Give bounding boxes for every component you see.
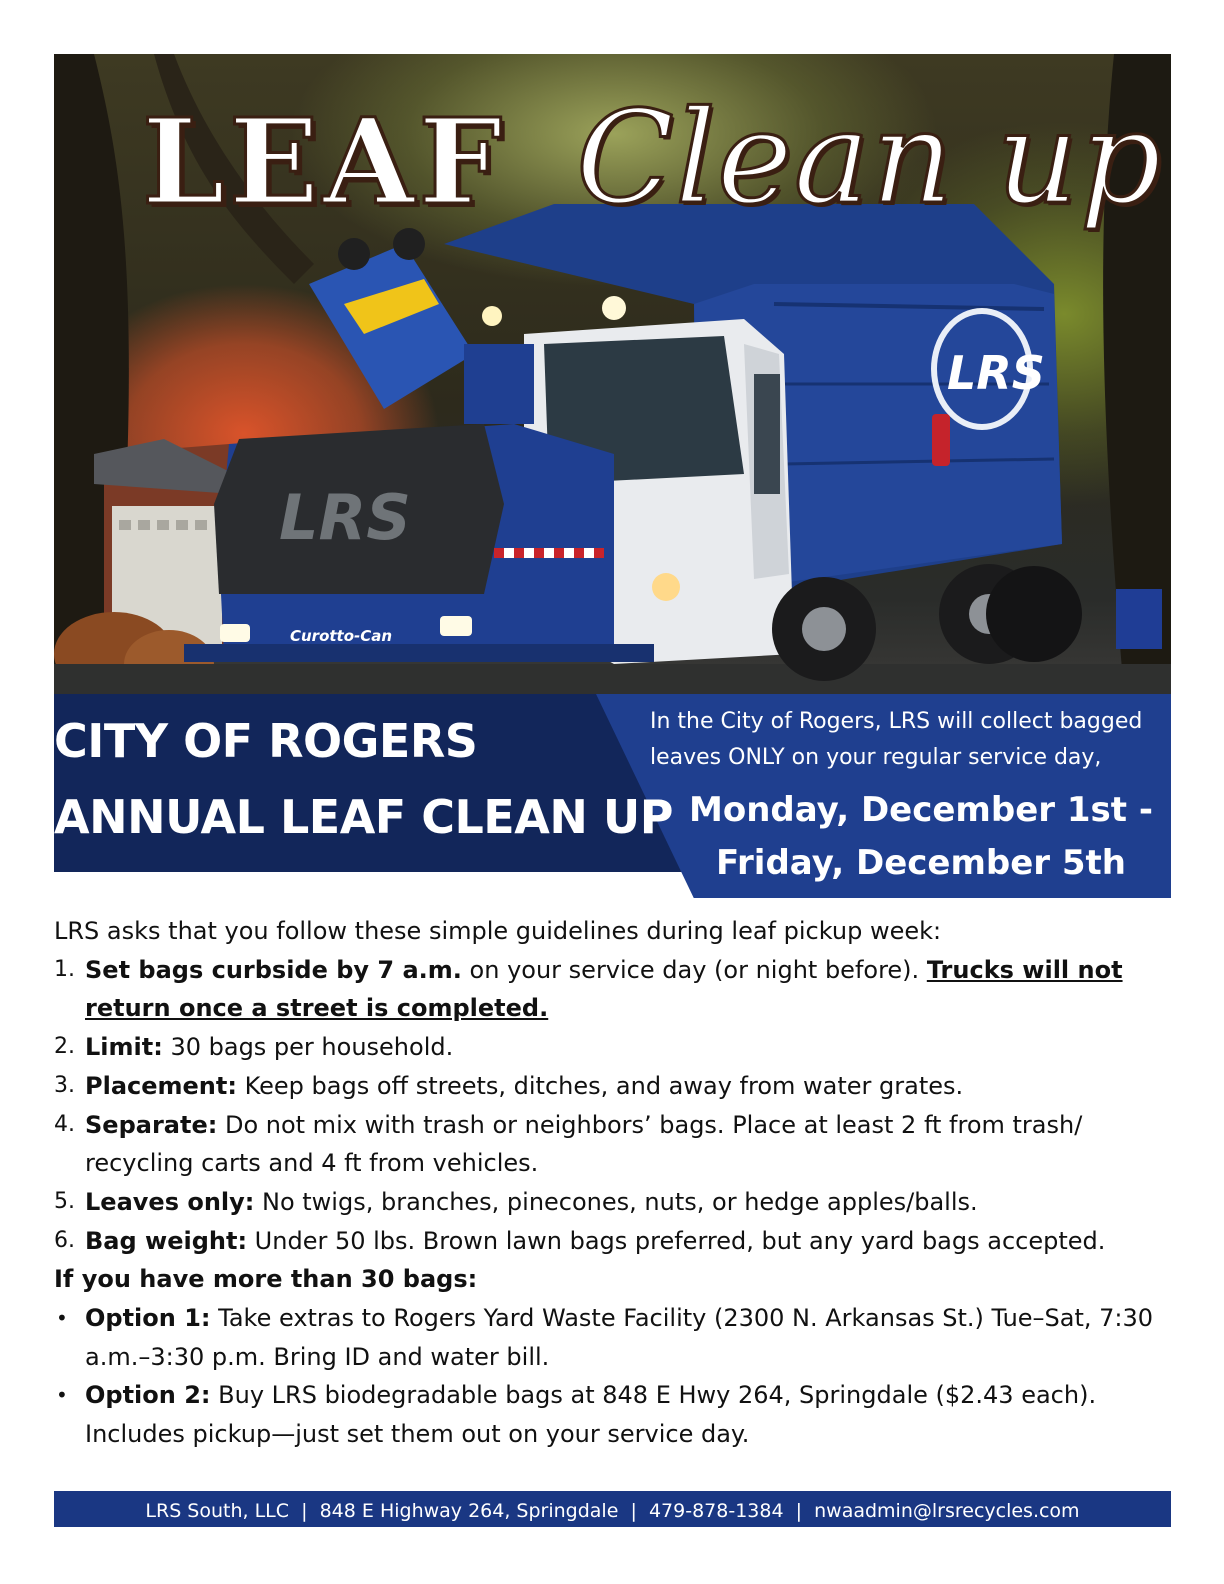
banner-intro-text: In the City of Rogers, LRS will collect bagged leaves ONLY on your regular service day,	[650, 709, 1143, 770]
list-marker: 5.	[54, 1188, 75, 1214]
guideline-item-bag-weight	[54, 1222, 1164, 1261]
guideline-text: No twigs, branches, pinecones, nuts, or hedge apples/balls.	[254, 1187, 978, 1216]
banner-title-line2: ANNUAL LEAF CLEAN UP	[54, 790, 673, 844]
guideline-text: Do not mix with trash or neighbors’ bags. Place at least 2 ft from trash/ recycling carts and 4 ft from vehicles.	[85, 1110, 1083, 1178]
option-text: Buy LRS biodegradable bags at 848 E Hwy 264, Springdale ($2.43 each). Includes pickup—just set them out on your service day.	[85, 1381, 1097, 1449]
extra-bags-heading-text: If you have more than 30 bags:	[54, 1265, 478, 1294]
footer-contact-bar	[54, 1491, 1171, 1527]
hero-title-clean-up: Clean up	[576, 84, 1163, 233]
guidelines-section	[54, 912, 1164, 1454]
hero-title-leaf: LEAF	[142, 92, 507, 231]
guideline-label: Leaves only:	[85, 1187, 255, 1216]
guidelines-intro: LRS asks that you follow these simple guidelines during leaf pickup week:	[54, 917, 942, 945]
guideline-emphasis: Trucks will not return once a street is completed.	[85, 955, 1123, 1023]
banner-date-start: Monday, December 1st -	[689, 790, 1153, 830]
bullet-icon: •	[56, 1306, 68, 1331]
option-item-facility	[54, 1299, 1164, 1376]
list-marker: 2.	[54, 1034, 75, 1060]
list-marker: 1.	[54, 956, 75, 982]
guideline-label: Set bags curbside by 7 a.m.	[85, 955, 462, 984]
guideline-item-curbside	[54, 951, 1164, 1028]
guideline-item-placement	[54, 1067, 1164, 1106]
option-label: Option 2:	[85, 1381, 211, 1410]
list-marker: 3.	[54, 1072, 75, 1098]
guideline-text: Keep bags off streets, ditches, and away from water grates.	[236, 1071, 964, 1100]
bin-cover-logo: LRS	[279, 481, 411, 554]
option-label: Option 1:	[85, 1304, 211, 1333]
guideline-item-separate	[54, 1106, 1164, 1183]
guideline-item-limit	[54, 1028, 1164, 1067]
banner-date-end: Friday, December 5th	[715, 843, 1127, 883]
bullet-icon: •	[56, 1383, 68, 1408]
guideline-text: on your service day (or night before).	[461, 955, 927, 984]
option-text: Take extras to Rogers Yard Waste Facility (2300 N. Arkansas St.) Tue–Sat, 7:30 a.m.–3:30 p.m. Bring ID and water bill.	[85, 1304, 1154, 1371]
list-marker: 6.	[54, 1227, 75, 1253]
guideline-item-leaves-only	[54, 1183, 1164, 1222]
guideline-label: Limit:	[85, 1033, 163, 1062]
guideline-label: Separate:	[85, 1110, 218, 1139]
guideline-label: Bag weight:	[85, 1226, 248, 1255]
list-marker: 4.	[54, 1111, 75, 1137]
option-item-buy-bags	[54, 1376, 1164, 1453]
banner-title-line1: CITY OF ROGERS	[54, 714, 478, 768]
truck-door-logo: LRS	[947, 346, 1045, 400]
guideline-text: 30 bags per household.	[162, 1033, 454, 1062]
banner-dates	[676, 784, 1166, 890]
guidelines-list	[54, 951, 1164, 1261]
curotto-can-label: Curotto-Can	[290, 627, 393, 645]
hero-photo	[54, 54, 1171, 694]
extra-bags-options	[54, 1299, 1164, 1454]
extra-bags-heading	[54, 1260, 1164, 1299]
footer-contact-text: LRS South, LLC | 848 E Highway 264, Springdale | 479-878-1384 | nwaadmin@lrsrecycles.com	[145, 1500, 1080, 1522]
guideline-label: Placement:	[85, 1071, 237, 1100]
guideline-text: Under 50 lbs. Brown lawn bags preferred, but any yard bags accepted.	[247, 1226, 1106, 1255]
